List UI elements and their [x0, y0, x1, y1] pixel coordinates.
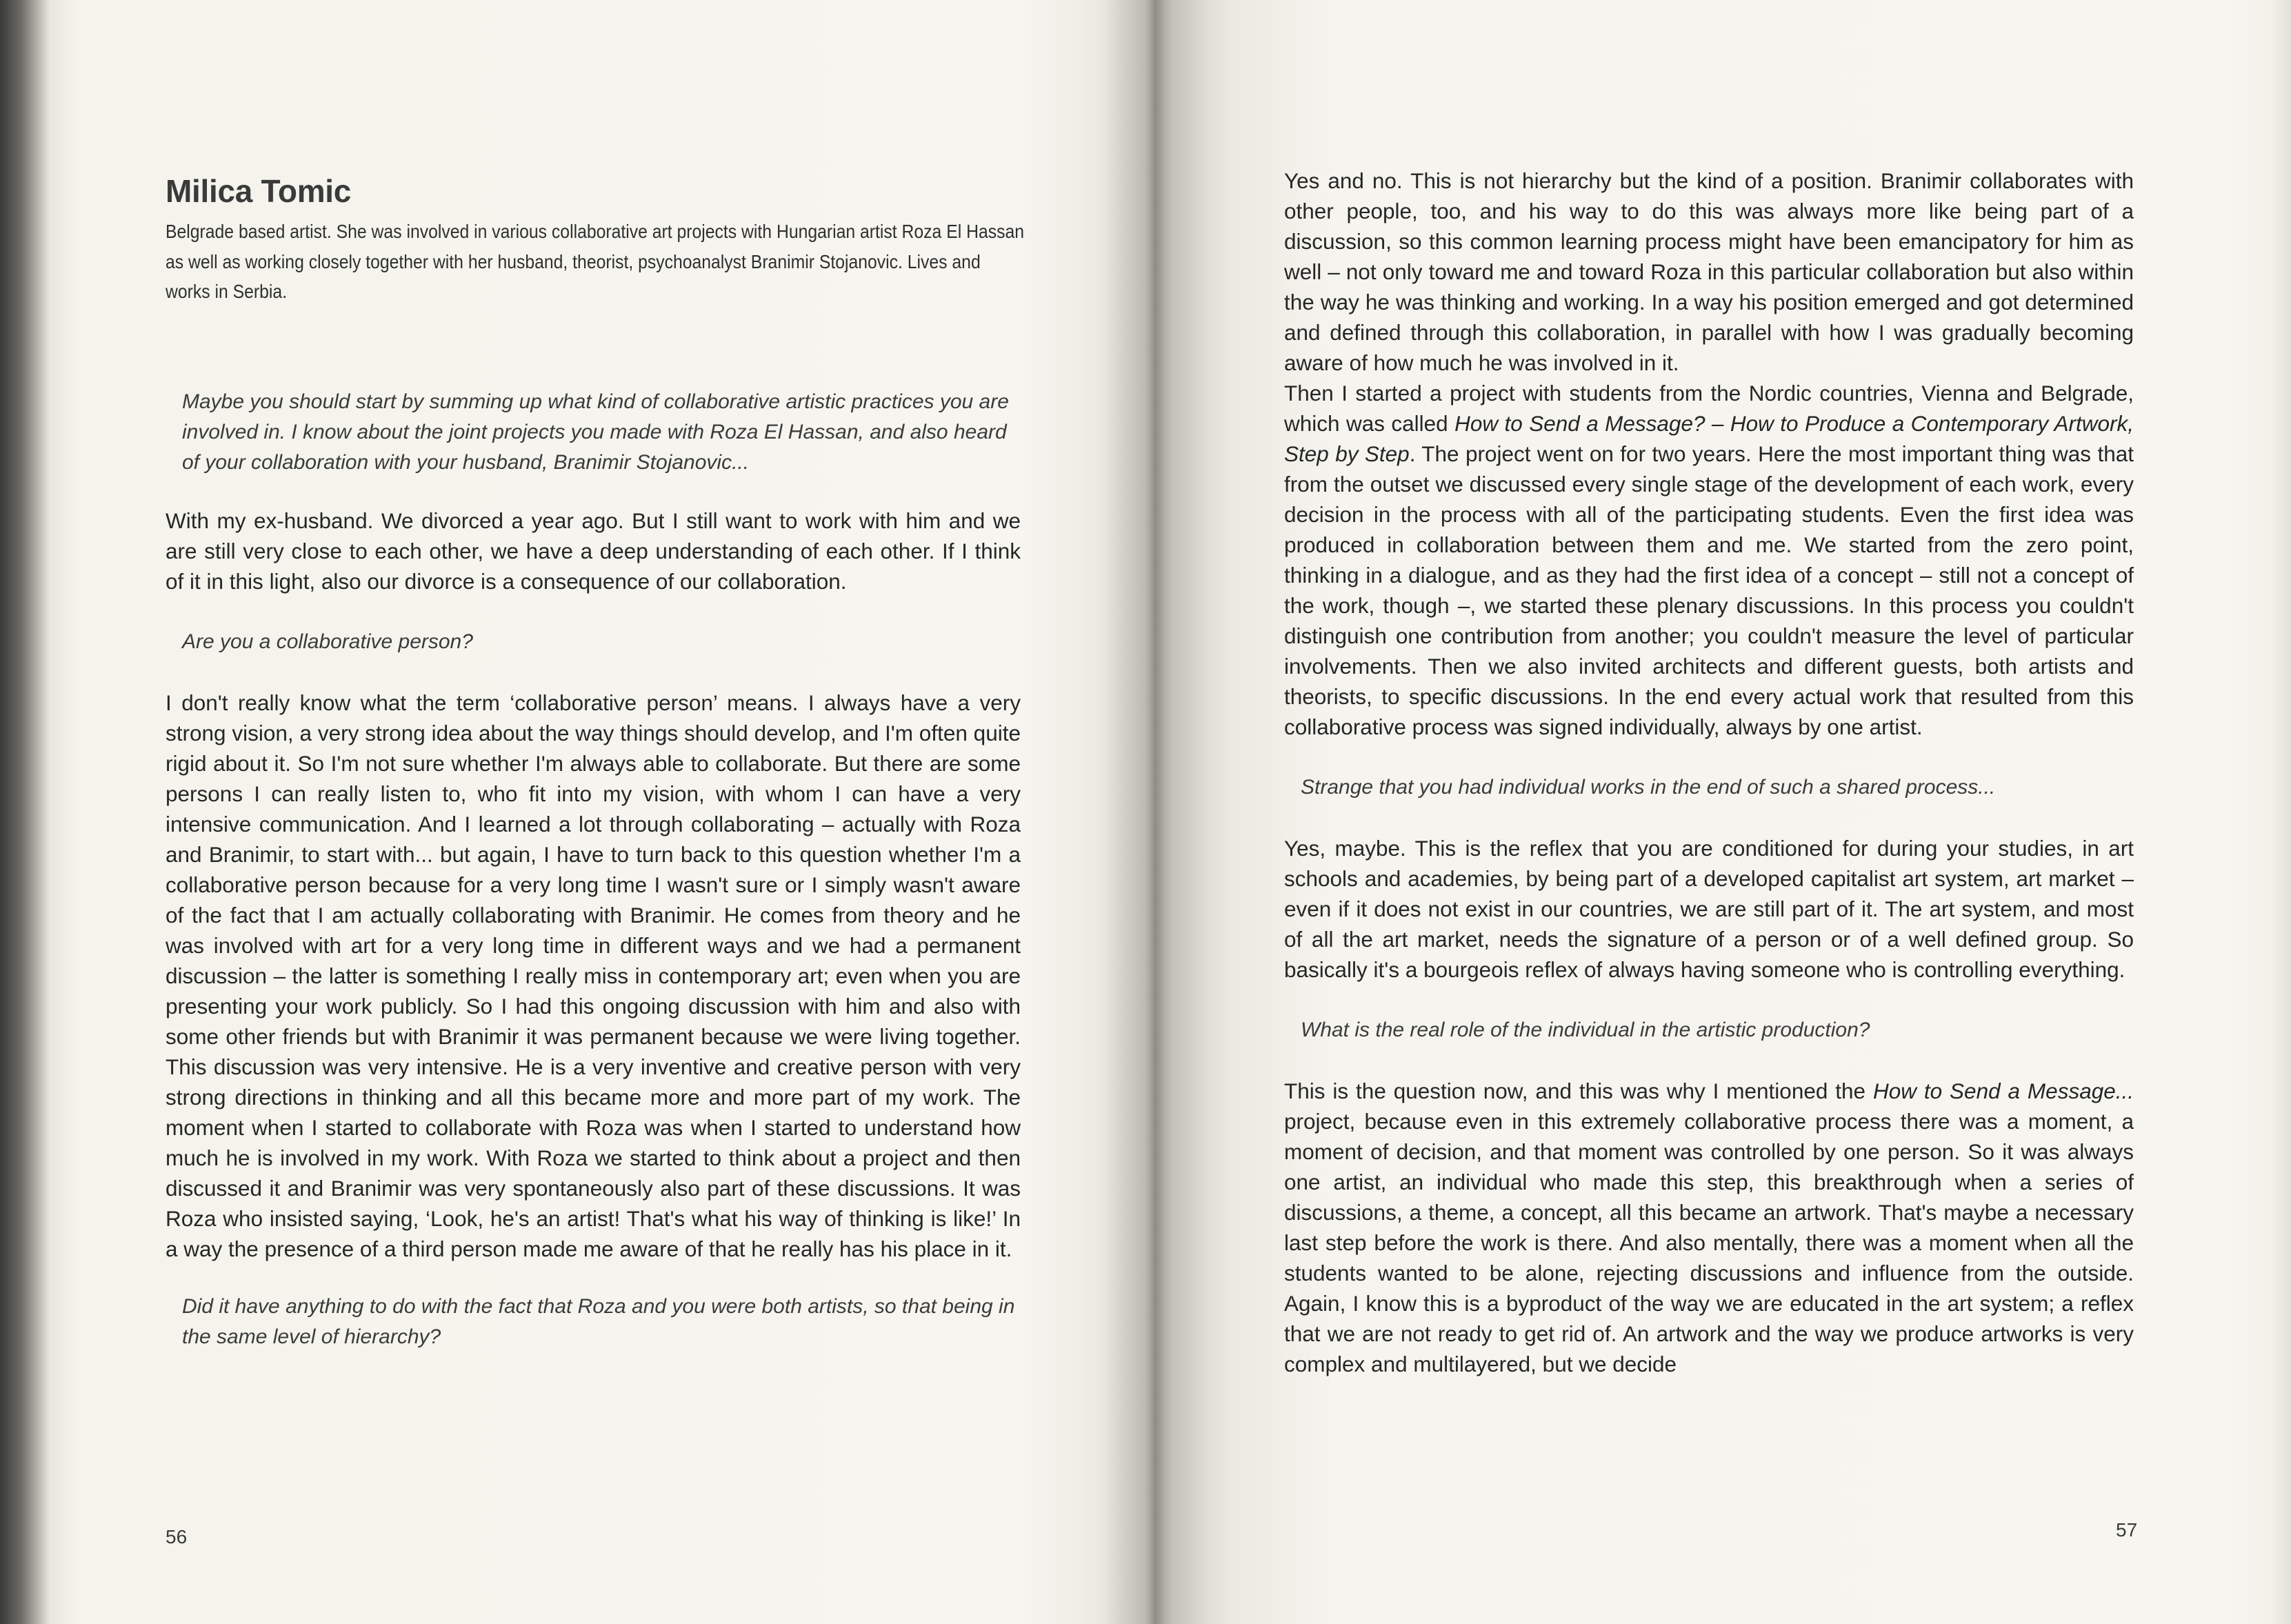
right-page-text: [1284, 166, 2134, 1379]
project-title: How to Send a Message? – How to Produce a Contemporary Artwork, Step by Step: [1284, 411, 2134, 466]
question-5: What is the real role of the individual in the artistic production?: [1301, 1019, 1870, 1041]
answer-5: [1284, 1076, 2134, 1379]
answer-3-text-b: . The project went on for two years. Here the most important thing was that from the outset we discussed every single stage of the development of each work, every decision in the process with all of the participating students. Even the first idea was produced in collaboration between them and me. We started from the zero point, thinking in a dialogue, and as they had the first idea of a concept – still not a concept of the work, though –, we started these plenary discussions. In this process you couldn't distinguish one contribution from another; you couldn't measure the level of particular involvements. Then we also invited architects and different guests, both artists and theorists, to specific discussions. In the end every actual work that resulted from this collaborative process was signed individually, always by one artist.: [1284, 441, 2134, 739]
question-3: Did it have anything to do with the fact that Roza and you were both artists, so that being in the same level of hierarchy?: [182, 1294, 1015, 1348]
right-page: [1155, 0, 2291, 1624]
question-1: Maybe you should start by summing up what kind of collaborative artistic practices you are involved in. I know about the joint projects you made with Roza El Hassan, and also heard of your collaboration with your husband, Branimir Stojanovic...: [182, 390, 1009, 474]
page-number-right: 57: [2116, 1519, 2138, 1541]
answer-3-part-2: [1284, 378, 2134, 742]
author-bio: Belgrade based artist. She was involved in various collaborative art projects with Hungarian artist Roza El Hassan as well as working closely together with her husband, theorist, psychoanalyst Branimir Stojanovic. Lives and works in Serbia.: [166, 221, 1024, 302]
answer-1: With my ex-husband. We divorced a year ago. But I still want to work with him and we are still very close to each other, we have a deep understanding of each other. If I think of it in this light, also our divorce is a consequence of our collaboration.: [166, 508, 1021, 594]
author-name: Milica Tomic: [166, 173, 352, 209]
project-title-short: How to Send a Message...: [1872, 1079, 2134, 1103]
question-4: Strange that you had individual works in the end of such a shared process...: [1301, 776, 1996, 799]
answer-5-text-b: project, because even in this extremely collaborative process there was a moment, a moment of decision, and that moment was controlled by one person. So it was always one artist, an individual who made this step, this breakthrough when a series of discussions, a theme, a concept, all this became an artwork. That's maybe a necessary last step before the work is there. And also mentally, there was a moment when all the students wanted to be alone, rejecting discussions and influence from the outside. Again, I know this is a byproduct of the way we are educated in the art system; a reflex that we are not ready to get rid of. An artwork and the way we produce artworks is very complex and multilayered, but we decide: [1284, 1109, 2134, 1376]
answer-2: I don't really know what the term ‘collaborative person’ means. I always have a very strong vision, a very strong idea about the way things should develop, and I'm often quite rigid about it. So I'm not sure whether I'm always able to collaborate. But there are some persons I can really listen to, who fit into my vision, with whom I can have a very intensive communication. And I learned a lot through collaborating – actually with Roza and Branimir, to start with... but again, I have to turn back to this question whether I'm a collaborative person because for a very long time I wasn't sure or I simply wasn't aware of the fact that I am actually collaborating with Branimir. He comes from theory and he was involved with art for a very long time in different ways and we had a permanent discussion – the latter is something I really miss in contemporary art; even when you are presenting your work publicly. So I had this ongoing discussion with him and also with some other friends but with Branimir it was permanent because we were living together. This discussion was very intensive. He is a very inventive and creative person with very strong directions in thinking and all this became more and more part of my work. The moment when I started to collaborate with Roza was when I started to understand how much he is involved in my work. With Roza we started to think about a project and then discussed it and Branimir was very spontaneously also part of these discussions. It was Roza who insisted saying, ‘Look, he's an artist! That's what his way of thinking is like!’ In a way the presence of a third person made me aware of that he really has his place in it.: [166, 690, 1021, 1261]
page-number-left: 56: [166, 1526, 188, 1547]
answer-5-text-a: This is the question now, and this was why I mentioned the: [1284, 1079, 1873, 1103]
answer-3-part-1: Yes and no. This is not hierarchy but the kind of a position. Branimir collaborates with other people, too, and his way to do this was always more like being part of a discussion, so this common learning process might have been emancipatory for him as well – not only toward me and toward Roza in this particular collaboration but also within the way he was thinking and working. In a way his position emerged and got determined and defined through this collaboration, in parallel with how I was gradually becoming aware of how much he was involved in it.: [1284, 168, 2134, 375]
question-2: Are you a collaborative person?: [182, 630, 473, 653]
answer-4: Yes, maybe. This is the reflex that you are conditioned for during your studies, in art schools and academies, by being part of a developed capitalist art system, art market – even if it does not exist in our countries, we are still part of it. The art system, and most of all the art market, needs the signature of a person or of a well defined group. So basically it's a bourgeois reflex of always having someone who is controlling everything.: [1284, 836, 2134, 982]
left-page-text: [166, 172, 1024, 1352]
answer-3-text-a: Then I started a project with students from the Nordic countries, Vienna and Belgrade, which was called: [1284, 381, 2134, 436]
